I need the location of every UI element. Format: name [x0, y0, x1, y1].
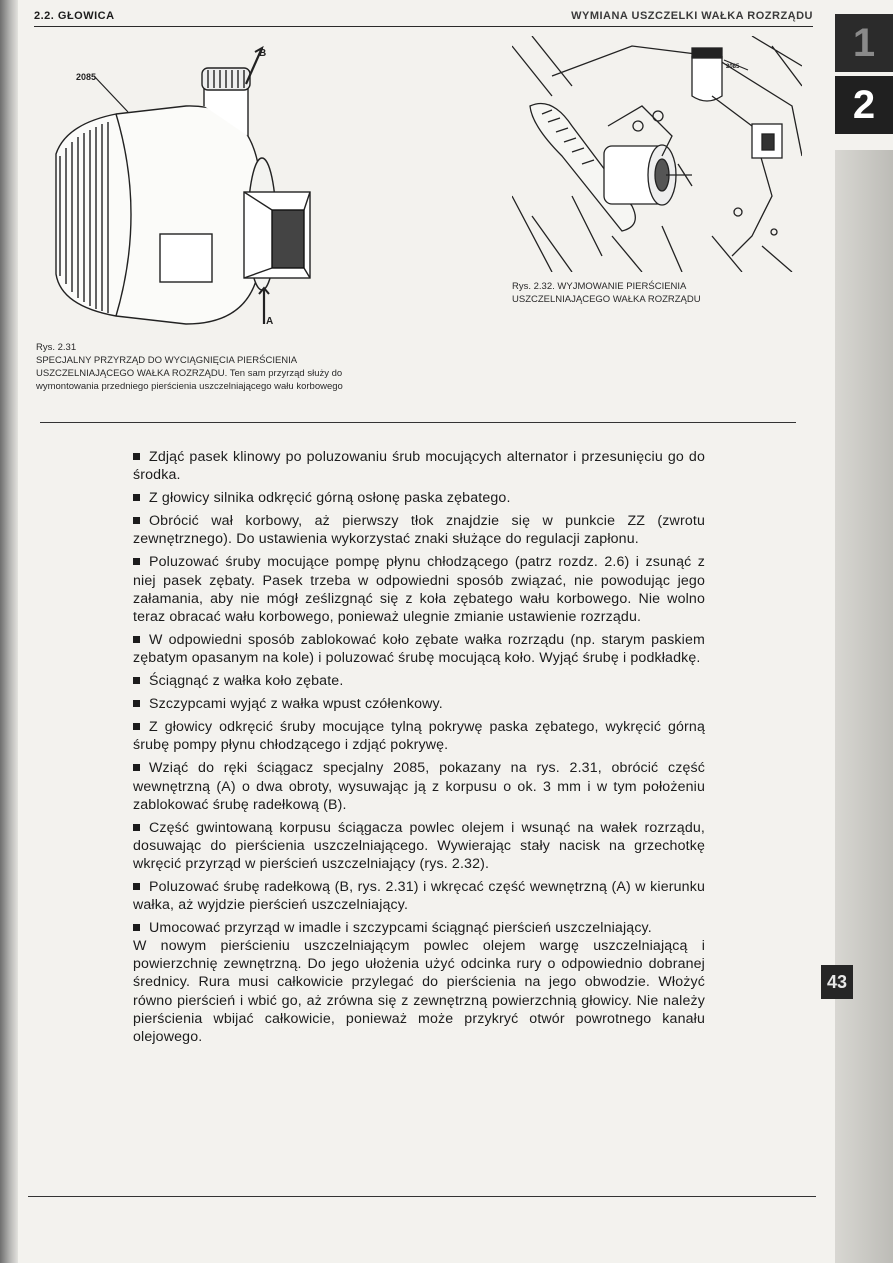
label-a: A [266, 316, 274, 327]
step-item: Z głowicy silnika odkręcić górną osłonę paska zębatego. [133, 489, 705, 507]
section-divider [40, 422, 796, 423]
bullet-icon [133, 924, 140, 931]
bullet-icon [133, 700, 140, 707]
caption-title: SPECJALNY PRZYRZĄD DO WYCIĄGNIĘCIA PIERŚCIENIA USZCZELNIAJĄCEGO WAŁKA ROZRZĄDU. [36, 355, 297, 379]
procedure-text [133, 448, 705, 1046]
bullet-icon [133, 453, 140, 460]
step-item: Szczypcami wyjąć z wałka wpust czółenkowy. [133, 695, 705, 713]
step-item: Wziąć do ręki ściągacz specjalny 2085, pokazany na rys. 2.31, obrócić część wewnętrzną (A) o dwa obroty, wysuwając ją z korpusu o ok. 3 mm i w tym położeniu zablokować śrubę radełkową (B). [133, 760, 705, 813]
label-b: B [259, 48, 267, 59]
right-page-edge [835, 150, 893, 1263]
step-item: Ściągnąć z wałka koło zębate. [133, 672, 705, 690]
step-item: W odpowiedni sposób zablokować koło zębate wałka rozrządu (np. starym paskiem zębatym opasanym na kole) i poluzować śrubę mocującą koło. Wyjąć śrubę i podkładkę. [133, 631, 705, 666]
step-item: Zdjąć pasek klinowy po poluzowaniu śrub mocujących alternator i przesunięciu go do środka. [133, 449, 705, 484]
topic-title: WYMIANA USZCZELKI WAŁKA ROZRZĄDU [571, 10, 813, 22]
step-item: Umocować przyrząd w imadle i szczypcami ściągnąć pierścień uszczelniający. [133, 919, 705, 937]
tool-number-label-right: 2085 [726, 64, 740, 70]
caption-number-right: Rys. 2.32. [512, 281, 555, 292]
figure-2-31-puller-tool [36, 44, 366, 339]
page-binding-shadow [0, 0, 18, 1263]
figure-2-32-caption [512, 280, 752, 306]
caption-title-right: WYJMOWANIE PIERŚCIENIA USZCZELNIAJĄCEGO WAŁKA ROZRZĄDU [512, 281, 701, 305]
step-item: Obrócić wał korbowy, aż pierwszy tłok znajdzie się w punkcie ZZ (zwrotu zewnętrznego). Do ustawienia wykorzystać znaki służące do regulacji zapłonu. [133, 513, 705, 548]
chapter-tab-2: 2 [835, 76, 893, 134]
bullet-icon [133, 636, 140, 643]
bullet-icon [133, 824, 140, 831]
bullet-icon [133, 883, 140, 890]
step-item: Z głowicy odkręcić śruby mocujące tylną pokrywę paska zębatego, wykręcić górną śrubę pompy płynu chłodzącego i zdjąć pokrywę. [133, 719, 705, 754]
chapter-tab-1: 1 [835, 14, 893, 72]
bullet-icon [133, 677, 140, 684]
caption-text: Ten sam przyrząd służy do wymontowania przedniego pierścienia uszczelniającego wału korbowego [36, 368, 343, 392]
bottom-rule [28, 1196, 816, 1197]
bullet-icon [133, 723, 140, 730]
section-title: 2.2. GŁOWICA [34, 10, 115, 22]
step-item: Poluzować śrubę radełkową (B, rys. 2.31) i wkręcać część wewnętrzną (A) w kierunku wałka, aż wyjdzie pierścień uszczelniający. [133, 878, 705, 914]
page-number: 43 [821, 965, 853, 999]
bullet-icon [133, 558, 140, 565]
bullet-icon [133, 494, 140, 501]
seal-removal-drawing [512, 36, 802, 272]
chapter-tabs [835, 14, 893, 138]
page-header [34, 6, 813, 27]
closing-paragraph: W nowym pierścieniu uszczelniającym powlec olejem wargę uszczelniającą i powierzchnię zewnętrzną. Do jego ułożenia użyć odcinka rury o odpowiednio dobranej średnicy. Rura musi całkowicie przylegać do pierścienia na jego obwodzie. Włożyć równo pierścień i wbić go, aż zrówna się z zewnętrzną powierzchnią głowicy. Nie należy pierścienia wbijać całkowicie, ponieważ może przykryć otwór powrotnego kanału olejowego. [133, 938, 705, 1045]
step-item: Poluzować śruby mocujące pompę płynu chłodzącego (patrz rozdz. 2.6) i zsunąć z niej pasek zębaty. Pasek trzeba w odpowiedni sposób związać, nie powodując jego załamania, aby nie mógł ześlizgnąć się z koła zębatego wału korbowego. Nie wolno teraz obracać wału korbowego, ponieważ ulegnie zmianie ustawienie rozrządu. [133, 554, 705, 625]
figure-2-32-seal-removal [512, 36, 802, 277]
step-item: Część gwintowaną korpusu ściągacza powlec olejem i wsunąć na wałek rozrządu, dosuwając do pierścienia uszczelniającego. Wywierając stały nacisk na grzechotkę wkręcić przyrząd w pierścień uszczelniający (rys. 2.32). [133, 819, 705, 872]
tool-number-label: 2085 [76, 72, 97, 82]
puller-tool-drawing [36, 44, 366, 334]
bullet-icon [133, 764, 140, 771]
caption-number: Rys. 2.31 [36, 342, 77, 353]
bullet-icon [133, 517, 140, 524]
figure-2-31-caption [36, 341, 396, 393]
